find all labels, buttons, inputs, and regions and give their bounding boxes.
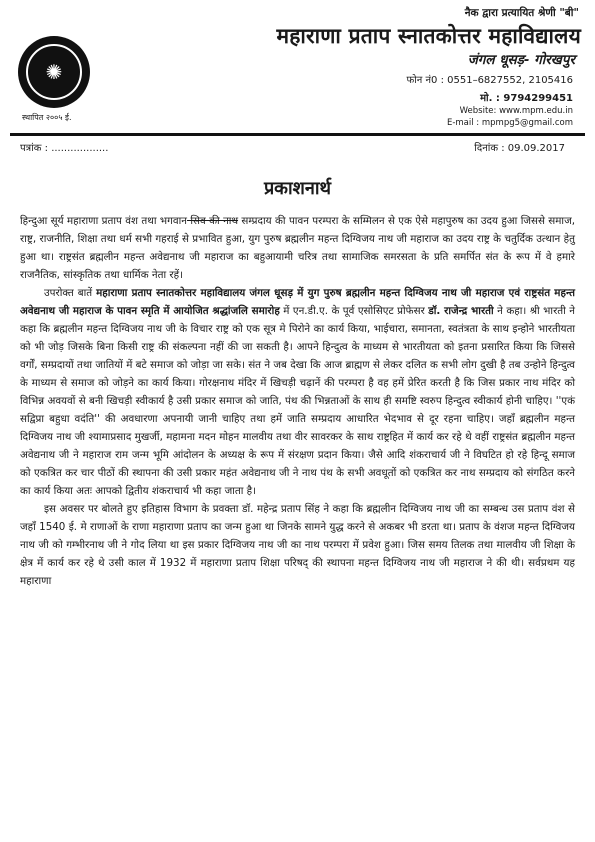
college-name: महाराणा प्रताप स्नातकोत्तर महाविद्यालय xyxy=(276,24,581,48)
established-year: स्थापित २००५ ई. xyxy=(22,113,72,122)
college-place: जंगल धूसड़- गोरखपुर xyxy=(467,52,575,68)
reference-number: पत्रांक : .................. xyxy=(20,143,109,154)
letterhead xyxy=(0,0,595,150)
website-link[interactable]: Website: www.mpm.edu.in xyxy=(459,106,573,116)
speaker-name: डॉ. राजेन्द्र भारती xyxy=(428,305,494,318)
college-seal-logo xyxy=(18,36,90,108)
event-title: महाराणा प्रताप स्नातकोत्तर महाविद्यालय जंगल धूसड़ में युग पुरुष ब्रह्मलीन महन्त दिग्विजय नाथ जी महाराज एवं राष्ट्रसंत महन्त अवेद्यनाथ जी महाराज के पावन स्मृति में आयोजित श्रद्धांजलि समारोह xyxy=(20,287,575,318)
reference-line xyxy=(20,140,565,154)
seal-emblem-icon: ✺ xyxy=(26,44,82,100)
paragraph-1: हिन्दुआ सूर्य महाराणा प्रताप वंश तथा भगवान सिव की नाथ सम्प्रदाय की पावन परम्परा के सम्मिलन से एक ऐसे महापुरुष का उदय हुआ जिससे समाज, राष्ट्र, राजनीति, शिक्षा तथा धर्म सभी गहराई से प्रभावित हुआ, युग पुरुष ब्रह्मलीन महन्त दिग्विजय नाथ जी महाराज का उदय राष्ट्र के चतुर्दिक उत्थान हेतु हुआ था। राष्ट्रसंत ब्रह्मलीन महन्त अवेद्यनाथ जी महाराज का बहुआयामी चरित्र तथा सामाजिक समरसता के प्रति समर्पित संत के रूप में वे हमारे राजनैतिक, सांस्कृतिक तथा धार्मिक नेता रहें। xyxy=(20,215,576,282)
email-link[interactable]: E-mail : mpmpg5@gmail.com xyxy=(446,118,573,128)
struck-text: सिव की नाथ xyxy=(187,215,239,227)
paragraph-2: उपरोक्त बातें महाराणा प्रताप स्नातकोत्तर महाविद्यालय जंगल धूसड़ में युग पुरुष ब्रह्मलीन महन्त दिग्विजय नाथ जी महाराज एवं राष्ट्रसंत महन्त अवेद्यनाथ जी महाराज के पावन स्मृति में आयोजित श्रद्धांजलि समारोह में एन.डी.ए. के पूर्व एसोसिएट प्रोफेसर डॉ. राजेन्द्र भारती ने कहा। श्री भारती ने कहा कि ब्रह्मलीन महन्त दिग्विजय नाथ जी के विचार राष्ट्र को एक सूत्र मे पिरोने का कार्य किया, भाईचारा, समानता, स्वतंत्रता के साथ इन्होने भारतीयता को भी जोड़ जिसके बिना किसी राष्ट्र की संकल्पना नहीं की जा सकती है। आपने हिन्दुत्व के माध्यम से भारतीयता को इतना प्रसारित किया कि जिससे वर्गों, सम्प्रदायों तथा जातियों में बटे समाज को जोड़ा जा सके। संत ने जब देखा कि आज ब्राह्मण से लेकर दलित क सभी लोग दुखी है तब उन्होने हिन्दुत्व के माध्यम से समाज को जोड़ने का कार्य किया। गोरक्षनाथ मंदिर में खिचड़ी चढ़ानें की परम्परा है वह हमें प्रेरित करती है कि जिस प्रकार नाथ मंदिर को विभिन्न अवयवों से बनी खिचड़ी स्वीकार्य है उसी प्रकार समाज को जाति, पंथ की भिन्नताओं के साथ ही समष्टि स्वरुप हिन्दुत्व स्वीकार्य होनी चाहिए। ''एकं सद्विप्रा बहुधा वदंति'' की अवधारणा अपनायी जानी चाहिए तथा हमें जाति सम्प्रदाय आधारित भेदभाव से दूर रहना चाहिए। जहाँ ब्रह्मलीन महन्त दिग्विजय नाथ जी श्यामाप्रसाद मुखर्जी, महामना मदन मोहन मालवीय तथा वीर सावरकर के साथ राष्ट्रहित में कार्य कर रहे थे वहीं राष्ट्रसंत ब्रह्मलीन महन्त अवेद्यनाथ जी ने महाराज राम जन्म भूमि आंदोलन के अध्यक्ष के रूप में संरक्षण प्रदान किया। जैसे आदि शंकराचार्य जी ने विघटित हो रहे हिन्दू समाज को एकत्रित कर चार पीठों की स्थापना की उसी प्रकार महंत अवेद्यनाथ जी ने नाथ पंथ के सभी अवधूतों को एकत्रित कर नाथ सम्प्रदाय को संगठित करने का कार्य किया अतः आपको द्वितीय शंकराचार्य भी कहा जाता है। xyxy=(20,287,576,498)
mobile-number: मो. : 9794299451 xyxy=(480,93,573,104)
document-date: दिनांक : 09.09.2017 xyxy=(474,143,565,154)
naac-grade: नैक द्वारा प्रत्यायित श्रेणी "बी" xyxy=(464,7,579,19)
header-divider xyxy=(10,133,585,136)
paragraph-3: इस अवसर पर बोलते हुए इतिहास विभाग के प्रवक्ता डॉ. महेन्द्र प्रताप सिंह ने कहा कि ब्रह्मलीन दिग्विजय नाथ जी का सम्बन्ध उस प्रताप वंश से जहाँ 1540 ई. मे राणाओं के राणा महाराणा प्रताप का जन्म हुआ था जिनके सामने युद्ध करने से अकबर भी डरता था। प्रताप के वंशज महन्त दिग्विजय नाथ जी को गम्भीरनाथ जी ने गोद लिया था इस प्रकार दिग्विजय नाथ जी का नाथ परम्परा में प्रवेश हुआ। जिस समय तिलक तथा मालवीय जी शिक्षा के क्षेत्र में कार्य कर रहे थे उसी काल में 1932 में महाराणा प्रताप शिक्षा परिषद् की स्थापना महन्त दिग्विजय नाथ जी महाराज ने की थी। सर्वप्रथम यह महाराणा xyxy=(20,503,575,588)
document-body xyxy=(20,212,575,590)
page-title: प्रकाशनार्थ xyxy=(263,178,332,199)
phone-number: फोन नं0 : 0551–6827552, 2105416 xyxy=(406,75,573,86)
